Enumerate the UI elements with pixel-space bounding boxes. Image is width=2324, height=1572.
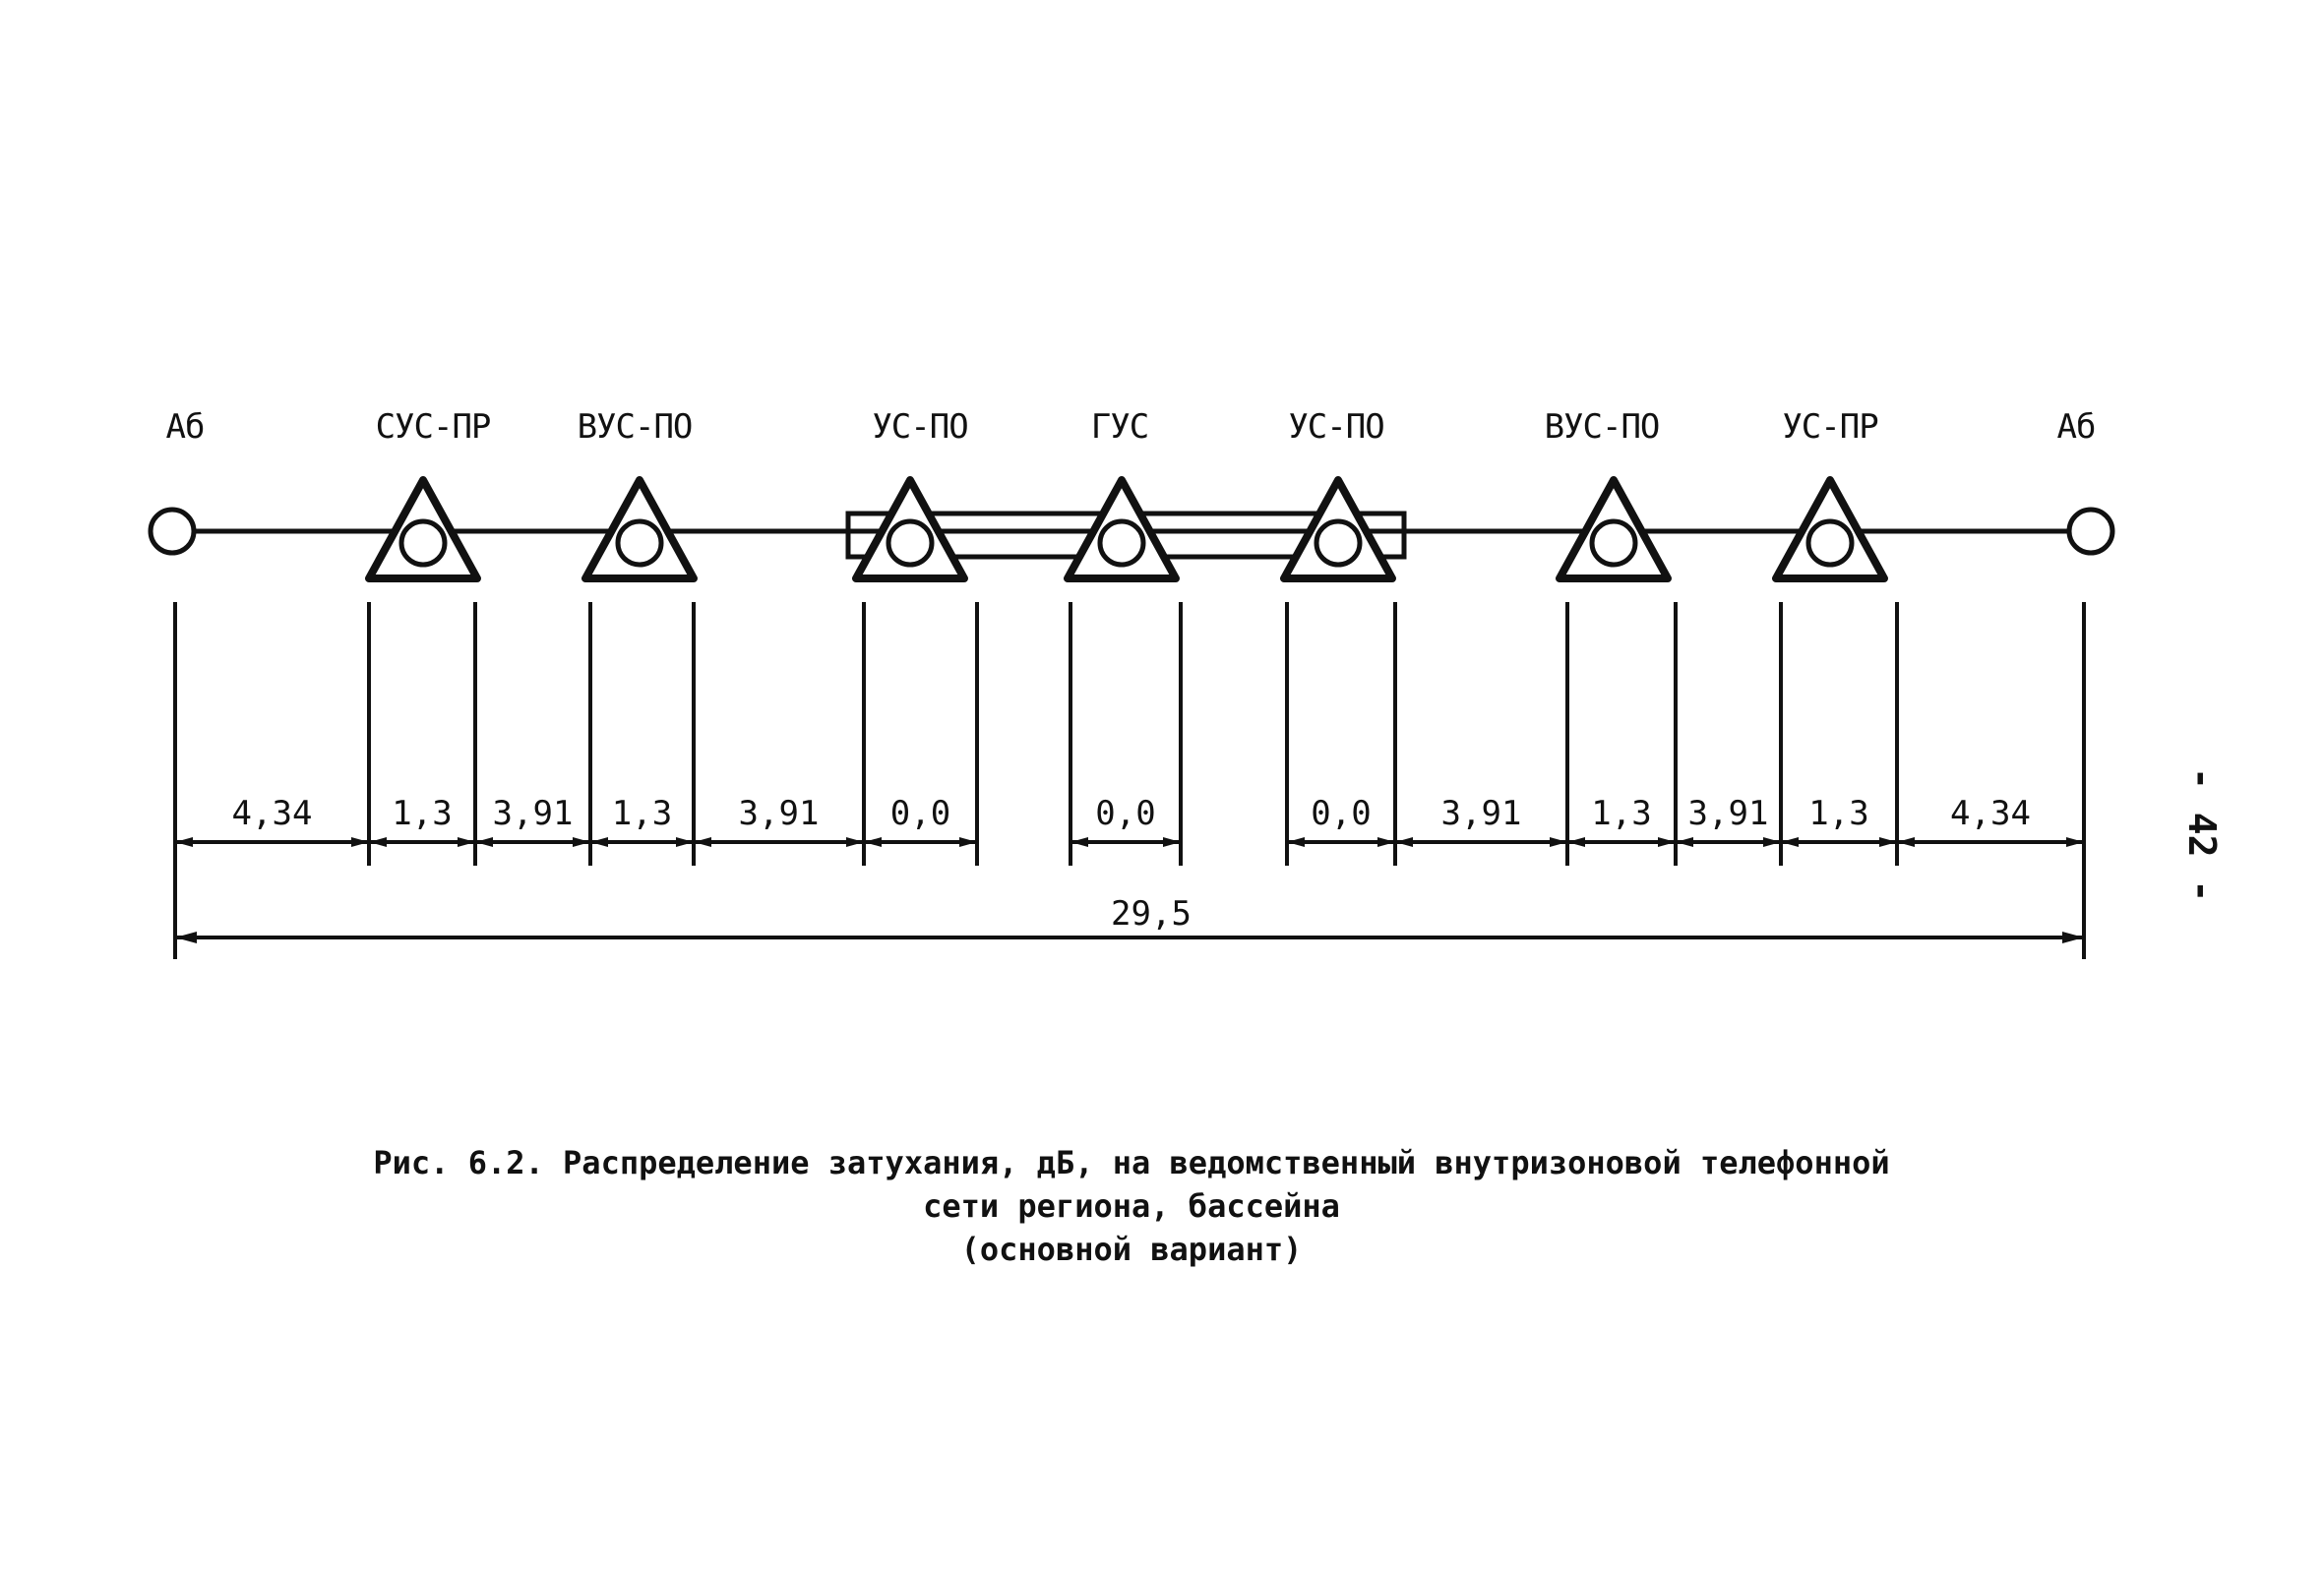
node-label: УС-ПР <box>1782 407 1878 447</box>
total-value: 29,5 <box>1111 894 1192 934</box>
station-circle <box>1100 521 1143 565</box>
node-label: СУС-ПР <box>375 407 491 447</box>
dimension-arrow <box>1879 837 1897 847</box>
station-circle <box>1592 521 1635 565</box>
dimension-arrow <box>2062 932 2084 943</box>
dimension-arrow <box>1163 837 1181 847</box>
dimension-arrow <box>351 837 369 847</box>
segment-value: 3,91 <box>1440 794 1522 833</box>
segment-value: 0,0 <box>1311 794 1372 833</box>
caption-line-2: сети региона, бассейна <box>923 1187 1340 1225</box>
segment-value: 4,34 <box>231 794 313 833</box>
dimension-arrow <box>1377 837 1395 847</box>
dimension-arrow <box>2066 837 2084 847</box>
node-label: Аб <box>165 407 205 447</box>
dimension-arrow <box>1567 837 1585 847</box>
dimension-arrow <box>1070 837 1088 847</box>
page-number-text: - 42 - <box>2180 767 2224 903</box>
dimension-arrow <box>475 837 493 847</box>
dimension-arrow <box>959 837 977 847</box>
dimension-arrow <box>1676 837 1693 847</box>
segment-value: 1,3 <box>1808 794 1869 833</box>
segment-value: 1,3 <box>392 794 453 833</box>
dimension-arrow <box>175 932 197 943</box>
node-label: ВУС-ПО <box>1544 407 1660 447</box>
dimension-arrow <box>1781 837 1799 847</box>
node-label: Аб <box>2056 407 2096 447</box>
segment-value: 3,91 <box>492 794 574 833</box>
node-label: ГУС <box>1090 407 1149 447</box>
node-label: ВУС-ПО <box>577 407 693 447</box>
segment-value: 3,91 <box>1687 794 1769 833</box>
station-circle <box>618 521 661 565</box>
dimension-arrow <box>590 837 608 847</box>
dimension-arrow <box>1287 837 1305 847</box>
segment-value: 4,34 <box>1950 794 2031 833</box>
station-circle <box>1316 521 1360 565</box>
dimension-arrow <box>175 837 193 847</box>
page-number <box>2165 728 2224 903</box>
dimension-arrow <box>1395 837 1413 847</box>
subscriber-circle <box>151 510 194 553</box>
caption-line-1: Рис. 6.2. Распределение затухания, дБ, на ведомственный внутризоновой телефонной <box>373 1144 1890 1181</box>
dimension-arrow <box>1550 837 1567 847</box>
dimension-arrow <box>458 837 475 847</box>
station-circle <box>888 521 932 565</box>
node-label: УС-ПО <box>1288 407 1384 447</box>
dimension-arrow <box>369 837 387 847</box>
dimension-arrow <box>864 837 882 847</box>
caption-line-3: (основной вариант) <box>960 1231 1303 1268</box>
dimension-arrow <box>1763 837 1781 847</box>
station-circle <box>401 521 445 565</box>
segment-value: 0,0 <box>1095 794 1156 833</box>
segment-value: 1,3 <box>1591 794 1652 833</box>
dimension-arrow <box>676 837 694 847</box>
segment-value: 0,0 <box>889 794 951 833</box>
dimension-arrow <box>1658 837 1676 847</box>
subscriber-circle <box>2069 510 2112 553</box>
dimension-arrow <box>1897 837 1915 847</box>
dimension-arrow <box>694 837 711 847</box>
dimension-arrow <box>573 837 590 847</box>
segment-value: 1,3 <box>611 794 673 833</box>
dimension-arrow <box>846 837 864 847</box>
station-circle <box>1808 521 1852 565</box>
segment-value: 3,91 <box>738 794 820 833</box>
figure-caption <box>295 1141 1968 1271</box>
node-label: УС-ПО <box>872 407 968 447</box>
